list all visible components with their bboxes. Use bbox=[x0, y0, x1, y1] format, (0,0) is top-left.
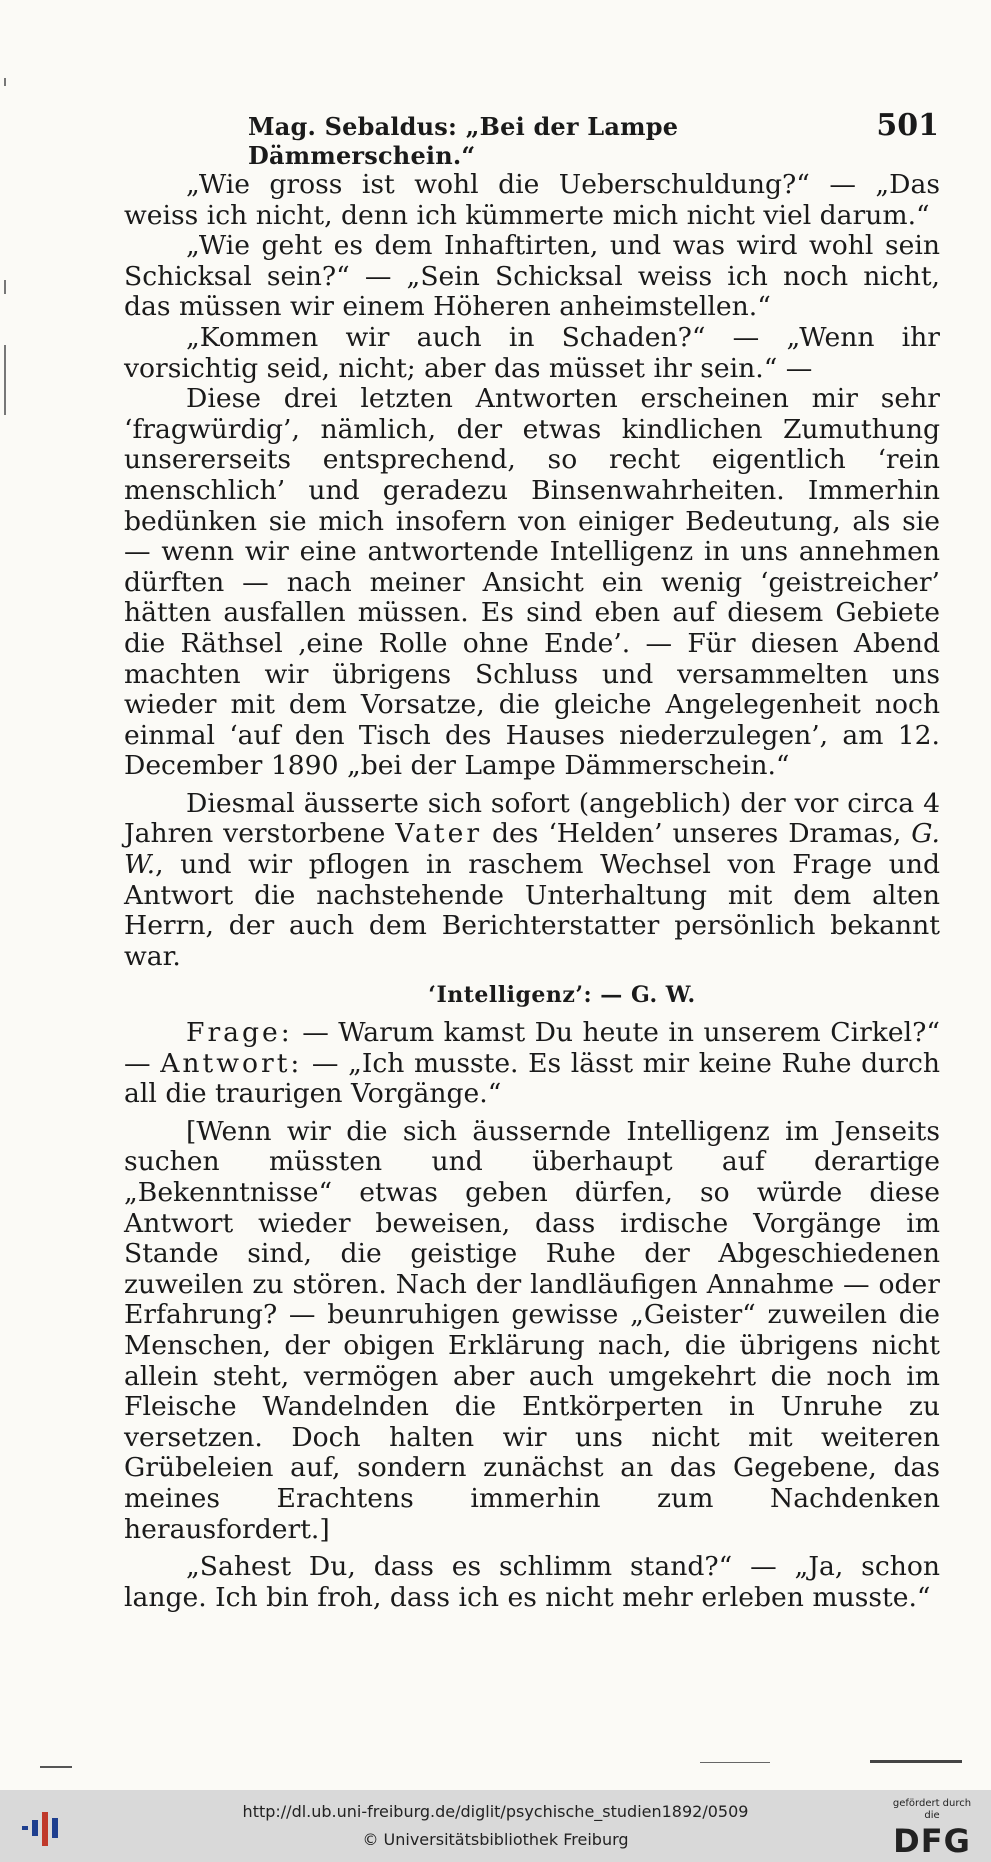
antwort-label: Antwort: bbox=[160, 1047, 303, 1079]
text-run: , und wir pflogen in raschem Wechsel von Frage und Antwort die nachstehende Unterhaltung mit dem alten Herrn, der auch dem Berichterstatter persönlich bekannt war. bbox=[124, 849, 940, 972]
frage-text: — Warum kamst Du heute in unserem Cirkel?“ bbox=[292, 1017, 940, 1049]
margin-mark bbox=[4, 78, 6, 86]
section-heading: ‘Intelligenz’: — G. W. bbox=[428, 982, 696, 1009]
frage-label: Frage: bbox=[186, 1017, 293, 1049]
viewer-footer bbox=[0, 1790, 991, 1862]
text-run: Diesmal äusserte sich sofort (angeblich) der vor circa 4 Jahren verstorbene bbox=[124, 787, 940, 850]
footer-rule bbox=[40, 1766, 72, 1768]
qa-paragraph bbox=[124, 1018, 940, 1110]
italic-initials: G. W. bbox=[124, 818, 940, 881]
margin-mark bbox=[4, 280, 6, 294]
paragraph: „Sahest Du, dass es schlimm stand?“ — „Ja, schon lange. Ich bin froh, dass ich es nicht mehr erleben musste.“ bbox=[124, 1551, 940, 1613]
body-text bbox=[124, 170, 940, 1613]
footer-rule bbox=[870, 1760, 962, 1763]
antwort-prefix: — bbox=[124, 1047, 161, 1079]
page-header bbox=[248, 108, 939, 170]
paragraph: [Wenn wir die sich äussernde Intelligenz im Jenseits suchen müssten und überhaupt auf derartige „Bekenntnisse“ etwas geben dürfen, so würde diese Antwort wieder beweisen, dass irdische Vorgänge im Stande sind, die geistige Ruhe der Abgeschiedenen zuweilen zu stören. Nach der landläufigen Annahme — oder Erfahrung? — beunruhigen gewisse „Geister“ zuweilen die Menschen, der obigen Erklärung nach, die übrigens nicht allein steht, vermögen aber auch umgekehrt die noch im Fleische Wandelnden die Entkörperten in Unruhe zu versetzen. Doch halten wir uns nicht mit weiteren Grübeleien auf, sondern zunächst an das Gegebene, das meines Erachtens immerhin zum Nachdenken herausfordert.] bbox=[124, 1115, 940, 1545]
paragraph bbox=[124, 789, 940, 973]
paragraph: „Wie gross ist wohl die Ueberschuldung?“ — „Das weiss ich nicht, denn ich kümmerte mich nicht viel darum.“ bbox=[124, 169, 940, 231]
dfg-wordmark: DFG bbox=[893, 1822, 971, 1860]
spaced-word: Vater bbox=[395, 818, 483, 850]
dfg-tagline: gefördert durch die bbox=[892, 1798, 972, 1821]
paragraph: Diese drei letzten Antworten erscheinen mir sehr ‘fragwürdig’, nämlich, der etwas kindlichen Zumuthung unsererseits entsprechend, so recht eigentlich ‘rein menschlich’ und geradezu Binsenwahrheiten. Immerhin bedünken sie mich insofern von einiger Bedeutung, als sie — wenn wir eine antwortende Intelligenz in uns annehmen dürften — nach meiner Ansicht ein wenig ‘geistreicher’ hätten ausfallen müssen. Es sind eben auf diesem Gebiete die Räthsel ‚eine Rolle ohne Ende’. — Für diesen Abend machten wir übrigens Schluss und versammelten uns wieder mit dem Vorsatze, die gleiche Angelegenheit noch einmal ‘auf den Tisch des Hauses niederzulegen’, am 12. December 1890 „bei der Lampe Dämmerschein.“ bbox=[124, 383, 940, 782]
page-number: 501 bbox=[876, 108, 939, 143]
paragraph: „Kommen wir auch in Schaden?“ — „Wenn ihr vorsichtig seid, nicht; aber das müsset ihr sein.“ — bbox=[124, 321, 940, 384]
text-run: des ‘Helden’ unseres Dramas, bbox=[482, 818, 912, 850]
copyright-notice: © Universitätsbibliothek Freiburg bbox=[362, 1830, 629, 1849]
footer-rule bbox=[700, 1762, 770, 1763]
dfg-logo bbox=[887, 1798, 977, 1860]
running-head: Mag. Sebaldus: „Bei der Lampe Dämmerschein.“ bbox=[248, 112, 679, 170]
margin-mark bbox=[4, 345, 6, 415]
source-url-link[interactable]: http://dl.ub.uni-freiburg.de/diglit/psychische_studien1892/0509 bbox=[242, 1802, 749, 1821]
antwort-text: — „Ich musste. Es lässt mir keine Ruhe durch all die traurigen Vorgänge.“ bbox=[124, 1047, 940, 1110]
paragraph: „Wie geht es dem Inhaftirten, und was wird wohl sein Schicksal sein?“ — „Sein Schicksal weiss ich noch nicht, das müssen wir einem Höheren anheimstellen.“ bbox=[124, 230, 940, 323]
